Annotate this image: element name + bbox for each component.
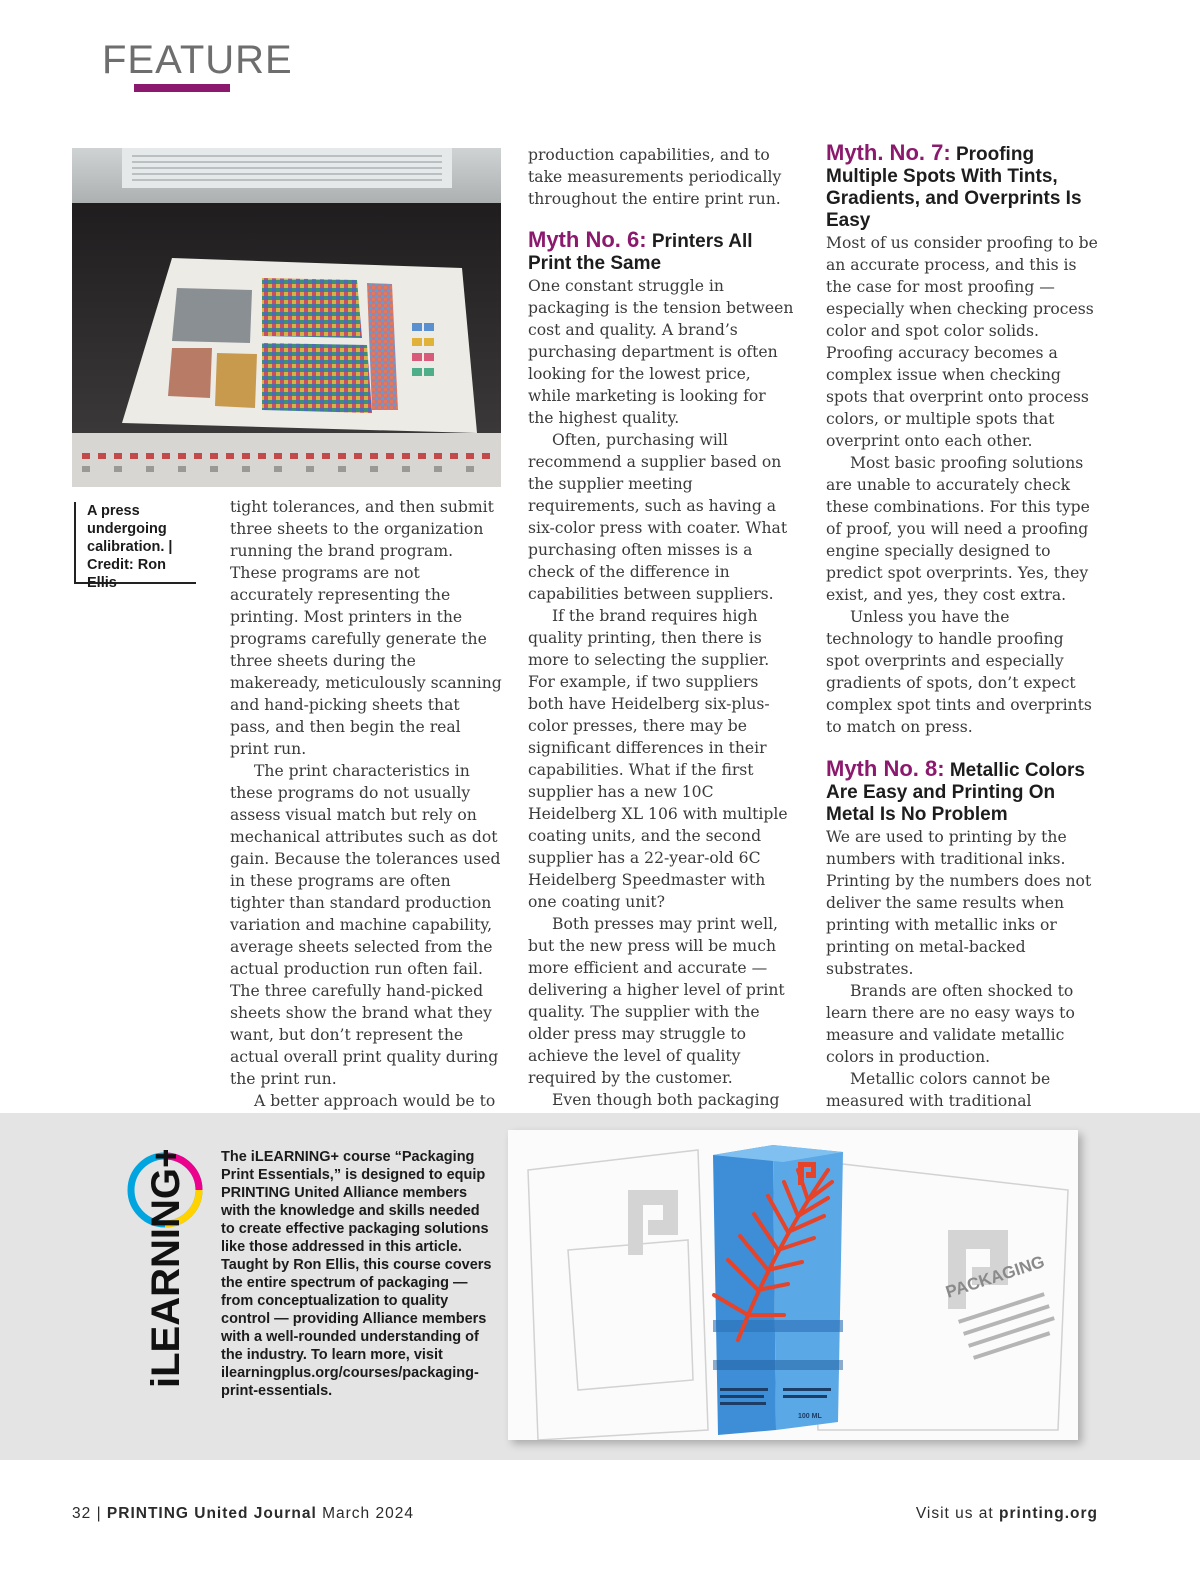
footer-right [916,1505,1098,1523]
section-underline [134,84,230,92]
footer-left [72,1505,414,1523]
myth-6-title: Printers All Print the Same [528,231,753,274]
paragraph: production capabilities, and to take measurements periodically throughout the entire print run. [528,146,782,208]
website-link[interactable]: printing.org [999,1505,1098,1522]
paragraph: Brands are often shocked to learn there are no easy ways to measure and validate metallic colors in production. [826,982,1075,1066]
page-number: 32 [72,1505,92,1522]
myth-8-label: Myth No. 8: [826,756,945,781]
packaging-illustration [508,1130,1078,1440]
box-volume-label: 100 ML [798,1413,822,1420]
ilearning-logo-text: iLEARNING+ [144,1150,188,1388]
paragraph: A better approach would be to [254,1092,496,1110]
myth-7-label: Myth. No. 7: [826,140,951,165]
paragraph: Even though both packaging [552,1091,780,1109]
paragraph: The print characteristics in these programs do not usually assess visual match but rely on mechanical attributes such as dot gain. Because the tolerances used in these programs are often tighter than standard production variation and machine capability, average sheets selected from the actual production run often fail. The three carefully hand-picked sheets show the brand what they want, but don’t represent the actual overall print quality during the print run. [230,762,501,1088]
paragraph: Often, purchasing will recommend a supplier based on the supplier meeting requirements, such as having a six-color press with coater. What purchasing often misses is a check of the difference in capabilities between suppliers. [528,431,788,603]
myth-7-heading [826,142,1098,232]
banner-description: The iLEARNING+ course “Packaging Print Essentials,” is designed to equip PRINTING United Alliance members with the knowledge and skills needed to create effective packaging solutions like those addressed in this article. Taught by Ron Ellis, this course covers the entire spectrum of packaging — from conceptualization to quality control — providing Alliance members with a well-rounded understanding of the industry. To learn more, visit ilearningplus.org/courses/packaging-print-essentials. [221,1149,492,1399]
packaging-word: PACKAGING [943,1252,1047,1302]
paragraph: One constant struggle in packaging is the tension between cost and quality. A brand’s purchasing department is often looking for the lowest price, while marketing is looking for the highest quality. [528,277,794,427]
article-column-3 [826,142,1098,1156]
publication-name: PRINTING United Journal [106,1505,317,1522]
issue-date: March 2024 [322,1505,414,1522]
press-calibration-photo [72,148,501,487]
paragraph: tight tolerances, and then submit three sheets to the organization running the brand program. [230,498,494,560]
section-label: FEATURE [102,38,293,82]
ilearning-logo [125,1150,205,1395]
myth-8-heading [826,758,1098,826]
myth-6-heading [528,229,796,275]
paragraph: If the brand requires high quality printing, then there is more to selecting the supplier. For example, if two suppliers both have Heidelberg six-plus-color presses, there may be significant differences in their capabilities. What if the first supplier has a new 10C Heidelberg XL 106 with multiple coating units, and the second supplier has a 22-year-old 6C Heidelberg Speedmaster with one coating unit? [528,607,788,911]
paragraph: Unless you have the technology to handle proofing spot overprints and especially gradients of spots, don’t expect complex spot tints and overprints to match on press. [826,608,1092,736]
visit-prefix: Visit us at [915,1505,994,1522]
press-photo-illustration [72,148,501,487]
paragraph: Most basic proofing solutions are unable to accurately check these combinations. For this type of proof, you will need a proofing engine specially designed to predict spot overprints. Yes, they exist, and yes, they cost extra. [826,454,1090,604]
myth-6-label: Myth No. 6: [528,227,647,252]
paragraph: We are used to printing by the numbers with traditional inks. Printing by the numbers does not deliver the same results when printing with metallic inks or printing on metal-backed substrates. [826,828,1092,978]
ilearning-logo-mark [125,1150,205,1395]
packaging-course-image [508,1130,1078,1440]
paragraph: These programs are not accurately representing the printing. Most printers in the programs carefully generate the three sheets during the makeready, meticulously scanning and hand-picking sheets that pass, and then begin the real print run. [230,564,502,758]
article-column-2 [528,144,796,1177]
footer-separator: | [96,1505,102,1522]
paragraph: Both presses may print well, but the new press will be much more efficient and accurate — delivering a higher level of print quality. The supplier with the older press may struggle to achieve the level of quality required by the customer. [528,915,785,1087]
article-column-1 [230,496,502,1134]
myth-8-title: Metallic Colors Are Easy and Printing On Metal Is No Problem [826,760,1085,825]
myth-7-title: Proofing Multiple Spots With Tints, Gradients, and Overprints Is Easy [826,144,1082,231]
photo-caption: A press undergoing calibration. | Credit: Ron Ellis [74,502,196,584]
paragraph: Metallic colors cannot be measured with traditional [826,1070,1051,1110]
paragraph: Most of us consider proofing to be an accurate process, and this is the case for most proofing — especially when checking process color and spot color solids. Proofing accuracy becomes a complex issue when checking spots that overprint onto process colors, or multiple spots that overprint onto each other. [826,234,1098,450]
